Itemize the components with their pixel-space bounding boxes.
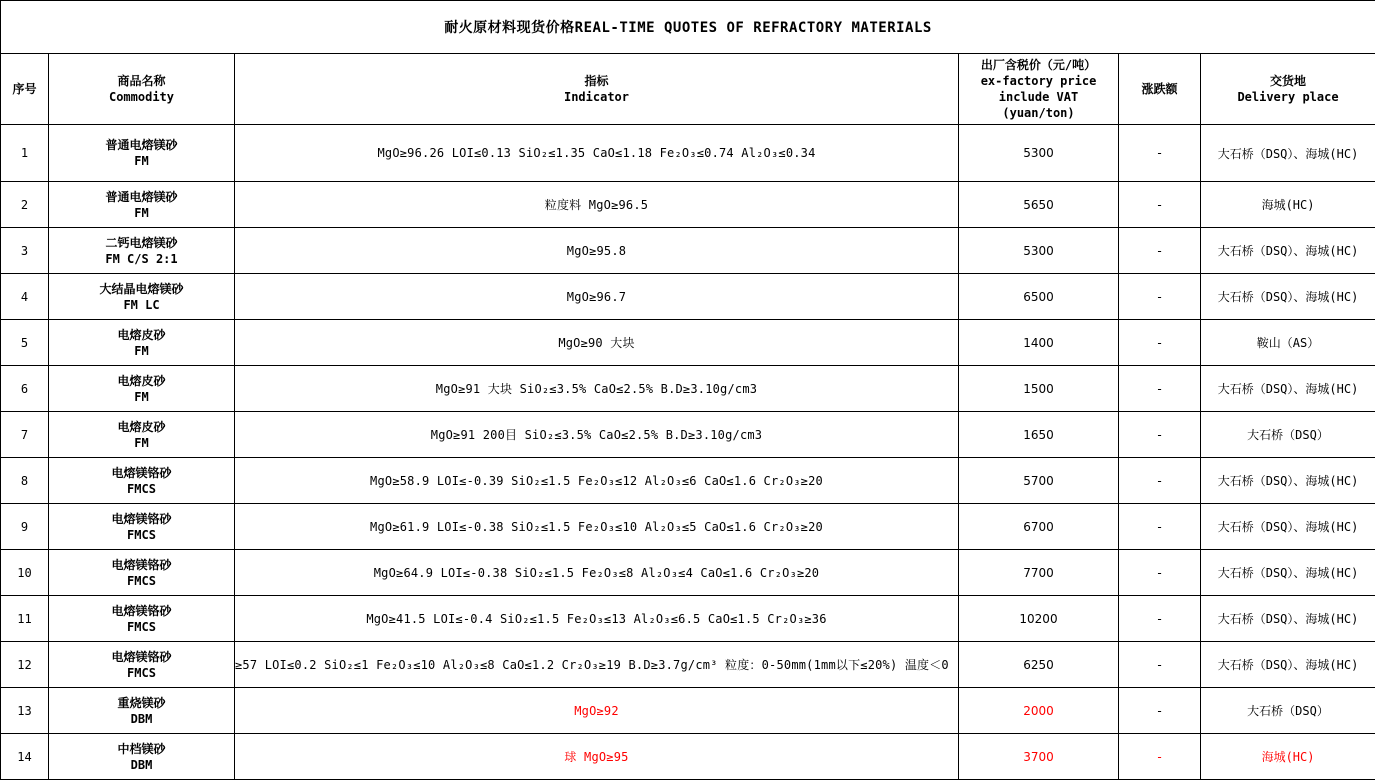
row-commodity: 电熔皮砂 FM [49,412,235,458]
row-indicator: MgO≥58.9 LOI≤-0.39 SiO₂≤1.5 Fe₂O₃≤12 Al₂O₃≤6 CaO≤1.6 Cr₂O₃≥20 [235,458,959,504]
row-indicator: MgO≥91 大块 SiO₂≤3.5% CaO≤2.5% B.D≥3.10g/cm3 [235,366,959,412]
row-delivery-place: 鞍山（AS） [1201,320,1375,366]
row-change: - [1119,734,1201,780]
table-row [1,458,1375,504]
row-delivery-place: 大石桥（DSQ）、海城(HC) [1201,458,1375,504]
row-seq: 14 [1,734,49,780]
row-delivery-place: 海城(HC) [1201,182,1375,228]
row-seq: 3 [1,228,49,274]
row-price: 7700 [959,550,1119,596]
table-row [1,125,1375,182]
table-row [1,412,1375,458]
row-seq: 5 [1,320,49,366]
row-change: - [1119,458,1201,504]
row-price: 5650 [959,182,1119,228]
row-delivery-place: 大石桥（DSQ）、海城(HC) [1201,642,1375,688]
row-delivery-place: 大石桥（DSQ）、海城(HC) [1201,550,1375,596]
row-commodity: 重烧镁砂 DBM [49,688,235,734]
row-price: 5300 [959,228,1119,274]
row-change: - [1119,274,1201,320]
row-seq: 11 [1,596,49,642]
row-indicator: MgO≥95.8 [235,228,959,274]
row-seq: 4 [1,274,49,320]
row-seq: 7 [1,412,49,458]
row-change: - [1119,596,1201,642]
row-indicator: MgO≥96.7 [235,274,959,320]
table-row [1,596,1375,642]
row-commodity: 中档镁砂 DBM [49,734,235,780]
row-price: 5300 [959,125,1119,182]
row-indicator: ≥57 LOI≤0.2 SiO₂≤1 Fe₂O₃≤10 Al₂O₃≤8 CaO≤1.2 Cr₂O₃≥19 B.D≥3.7g/cm³ 粒度：0-50mm(1mm以下≤20%) 温度＜0 [235,642,959,688]
row-indicator: MgO≥92 [235,688,959,734]
row-price: 1400 [959,320,1119,366]
row-price: 1650 [959,412,1119,458]
row-seq: 13 [1,688,49,734]
row-change: - [1119,504,1201,550]
row-delivery-place: 大石桥（DSQ）、海城(HC) [1201,228,1375,274]
row-commodity: 大结晶电熔镁砂 FM LC [49,274,235,320]
row-commodity: 普通电熔镁砂 FM [49,125,235,182]
row-seq: 10 [1,550,49,596]
row-price: 6700 [959,504,1119,550]
row-price: 2000 [959,688,1119,734]
table-row [1,182,1375,228]
row-price: 6500 [959,274,1119,320]
row-change: - [1119,550,1201,596]
table-row [1,274,1375,320]
row-commodity: 普通电熔镁砂 FM [49,182,235,228]
row-change: - [1119,688,1201,734]
row-delivery-place: 大石桥（DSQ）、海城(HC) [1201,596,1375,642]
row-price: 10200 [959,596,1119,642]
row-change: - [1119,412,1201,458]
row-delivery-place: 大石桥（DSQ）、海城(HC) [1201,274,1375,320]
row-delivery-place: 大石桥（DSQ）、海城(HC) [1201,504,1375,550]
row-indicator: MgO≥90 大块 [235,320,959,366]
row-commodity: 电熔镁铬砂 FMCS [49,458,235,504]
header-delivery-place: 交货地 Delivery place [1201,54,1375,125]
table-row [1,550,1375,596]
header-commodity: 商品名称 Commodity [49,54,235,125]
header-indicator: 指标 Indicator [235,54,959,125]
row-indicator: MgO≥96.26 LOI≤0.13 SiO₂≤1.35 CaO≤1.18 Fe₂O₃≤0.74 Al₂O₃≤0.34 [235,125,959,182]
row-delivery-place: 海城(HC) [1201,734,1375,780]
header-price: 出厂含税价（元/吨） ex-factory price include VAT (yuan/ton) [959,54,1119,125]
row-indicator: 粒度料 MgO≥96.5 [235,182,959,228]
row-commodity: 电熔镁铬砂 FMCS [49,596,235,642]
header-change: 涨跌额 [1119,54,1201,125]
row-seq: 8 [1,458,49,504]
row-commodity: 电熔镁铬砂 FMCS [49,642,235,688]
row-price: 3700 [959,734,1119,780]
row-delivery-place: 大石桥（DSQ）、海城(HC) [1201,125,1375,182]
header-seq: 序号 [1,54,49,125]
row-change: - [1119,125,1201,182]
row-indicator: MgO≥91 200目 SiO₂≤3.5% CaO≤2.5% B.D≥3.10g/cm3 [235,412,959,458]
row-commodity: 二钙电熔镁砂 FM C/S 2:1 [49,228,235,274]
row-delivery-place: 大石桥（DSQ）、海城(HC) [1201,366,1375,412]
table-row [1,642,1375,688]
row-commodity: 电熔镁铬砂 FMCS [49,504,235,550]
table-row [1,228,1375,274]
row-seq: 12 [1,642,49,688]
row-indicator: MgO≥64.9 LOI≤-0.38 SiO₂≤1.5 Fe₂O₃≤8 Al₂O₃≤4 CaO≤1.6 Cr₂O₃≥20 [235,550,959,596]
row-commodity: 电熔皮砂 FM [49,320,235,366]
table-row [1,504,1375,550]
row-seq: 2 [1,182,49,228]
table-row [1,366,1375,412]
row-change: - [1119,228,1201,274]
row-change: - [1119,320,1201,366]
row-indicator: MgO≥41.5 LOI≤-0.4 SiO₂≤1.5 Fe₂O₃≤13 Al₂O₃≤6.5 CaO≤1.5 Cr₂O₃≥36 [235,596,959,642]
row-seq: 1 [1,125,49,182]
table-row [1,688,1375,734]
row-delivery-place: 大石桥（DSQ） [1201,688,1375,734]
row-change: - [1119,366,1201,412]
row-commodity: 电熔镁铬砂 FMCS [49,550,235,596]
row-price: 1500 [959,366,1119,412]
table-row [1,734,1375,780]
table-row [1,320,1375,366]
table-title: 耐火原材料现货价格REAL-TIME QUOTES OF REFRACTORY MATERIALS [1,1,1375,54]
row-indicator: MgO≥61.9 LOI≤-0.38 SiO₂≤1.5 Fe₂O₃≤10 Al₂O₃≤5 CaO≤1.6 Cr₂O₃≥20 [235,504,959,550]
row-change: - [1119,182,1201,228]
row-price: 5700 [959,458,1119,504]
row-seq: 6 [1,366,49,412]
row-price: 6250 [959,642,1119,688]
row-seq: 9 [1,504,49,550]
row-delivery-place: 大石桥（DSQ） [1201,412,1375,458]
row-indicator: 球 MgO≥95 [235,734,959,780]
row-change: - [1119,642,1201,688]
row-commodity: 电熔皮砂 FM [49,366,235,412]
